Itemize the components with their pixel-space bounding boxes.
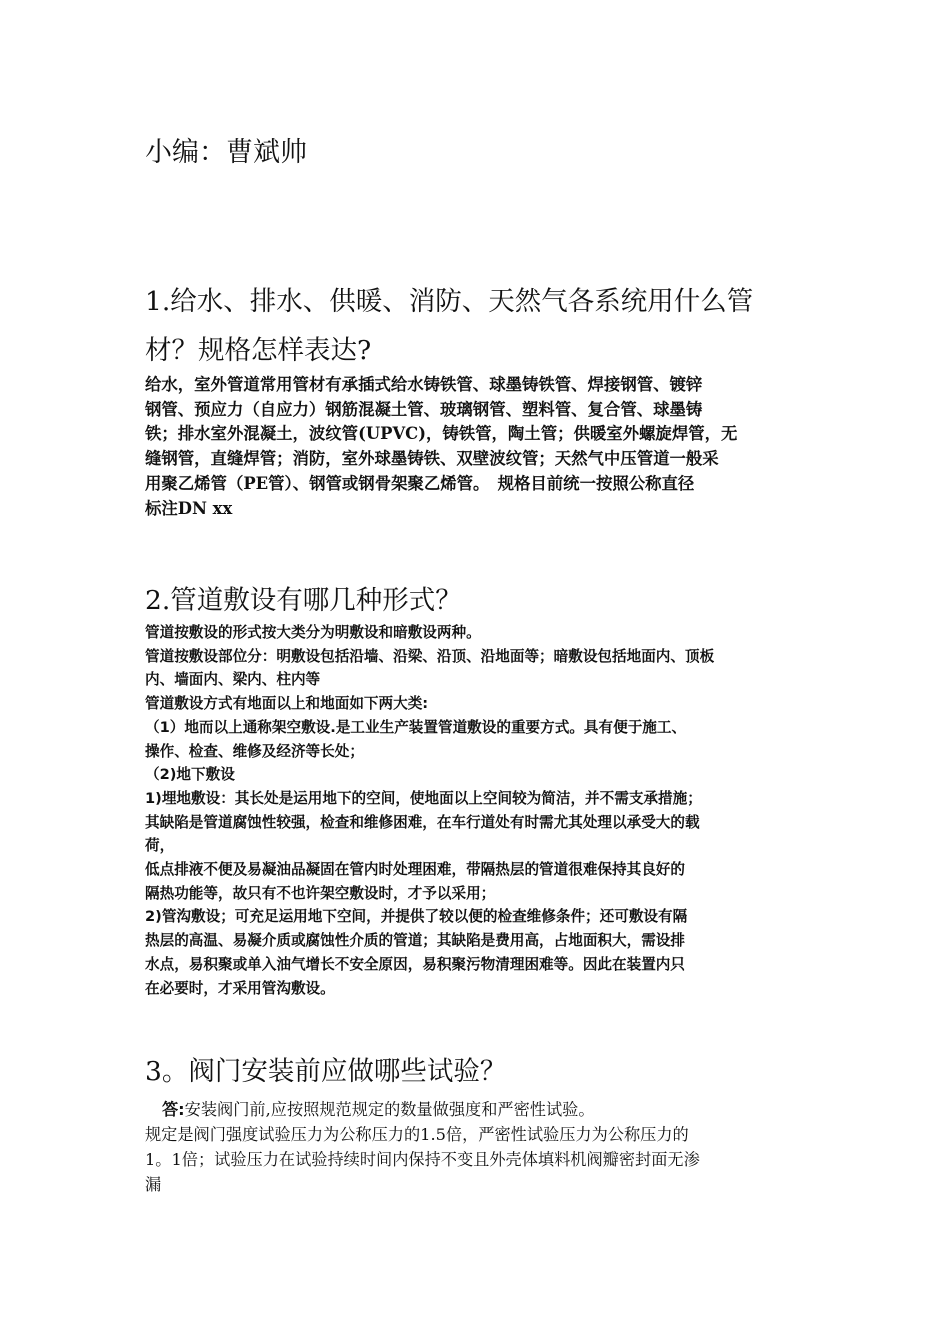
section-2-line: 操作、检查、维修及经济等长处； [145, 742, 364, 760]
section-2-line: （1）地而以上通称架空敷设.是工业生产装置管道敷设的重要方式。具有便于施工、 [145, 718, 687, 736]
answer-first-text: 安装阀门前,应按照规范规定的数量做强度和严密性试验。 [184, 1100, 595, 1119]
section-3-line: 规定是阀门强度试验压力为公称压力的1.5倍，严密性试验压力为公称压力的 [145, 1125, 689, 1144]
section-2-line: 管道按敷设部位分：明敷设包括沿墙、沿梁、沿顶、沿地面等；暗敷设包括地面内、顶板 [145, 647, 715, 665]
section-3-heading: 3。阀门安装前应做哪些试验？ [145, 1056, 507, 1087]
section-1-line: 铁；排水室外混凝土，波纹管(UPVC)，铸铁管，陶土管；供暖室外螺旋焊管，无 [145, 424, 738, 444]
section-1-line: 钢管、预应力（自应力）钢筋混凝土管、玻璃钢管、塑料管、复合管、球墨铸 [145, 399, 703, 419]
section-2-line: 1)埋地敷设：其长处是运用地下的空间，使地面以上空间较为简洁，并不需支承措施； [145, 789, 702, 807]
section-3-body [145, 1097, 810, 1197]
section-1-line: 标注DN xx [145, 498, 233, 518]
section-2-heading: 2.管道敷设有哪几种形式？ [145, 585, 462, 616]
section-2-line: 荷， [145, 837, 175, 855]
author-line: 小编：曹斌帅 [145, 137, 307, 168]
section-1-line: 给水，室外管道常用管材有承插式给水铸铁管、球墨铸铁管、焊接钢管、镀锌 [145, 375, 703, 394]
section-1-line: 缝钢管，直缝焊管；消防，室外球墨铸铁、双壁波纹管；天然气中压管道一般采 [145, 449, 719, 469]
section-2-line: 水点，易积聚或单入油气增长不安全原因，易积聚污物清理困难等。因此在装置内只 [145, 955, 685, 973]
section-2-line: 管道敷设方式有地面以上和地面如下两大类: [145, 695, 429, 713]
section-2-line: 2)管沟敷设；可充足运用地下空间，并提供了较以便的检查维修条件；还可敷设有隔 [145, 908, 688, 926]
section-2-line: 内、墙面内、梁内、柱内等 [145, 671, 321, 689]
section-2-line: （2)地下敷设 [145, 766, 235, 784]
section-1-line: 用聚乙烯管（PE管）、钢管或钢骨架聚乙烯管。 规格目前统一按照公称直径 [145, 473, 695, 493]
answer-label: 答: [162, 1100, 185, 1119]
section-2-line: 低点排液不便及易凝油品凝固在管内时处理困难，带隔热层的管道很难保持其良好的 [145, 861, 685, 879]
section-3-line: 漏 [145, 1175, 162, 1194]
section-3-answer-line [145, 1097, 810, 1122]
section-1-heading-line-2: 材？规格怎样表达? [145, 335, 372, 366]
section-1-body [145, 373, 810, 521]
section-2-line: 其缺陷是管道腐蚀性较强，检查和维修困难，在车行道处有时需尤其处理以承受大的载 [145, 813, 700, 831]
section-3-line: 1。1倍；试验压力在试验持续时间内保持不变且外壳体填料机阀瓣密封面无渗 [145, 1150, 700, 1169]
section-2-line: 隔热功能等，故只有不也许架空敷设时，才予以采用； [145, 884, 496, 902]
section-2-line: 在必要时，才采用管沟敷设。 [145, 979, 335, 997]
section-2-body [145, 621, 810, 1000]
section-2-line: 管道按敷设的形式按大类分为明敷设和暗敷设两种。 [145, 624, 481, 641]
section-1-heading-line-1: 1.给水、排水、供暖、消防、天然气各系统用什么管 [145, 286, 754, 317]
section-2-line: 热层的高温、易凝介质或腐蚀性介质的管道；其缺陷是费用高，占地面积大，需设排 [145, 932, 685, 950]
section-1-heading [145, 277, 810, 375]
